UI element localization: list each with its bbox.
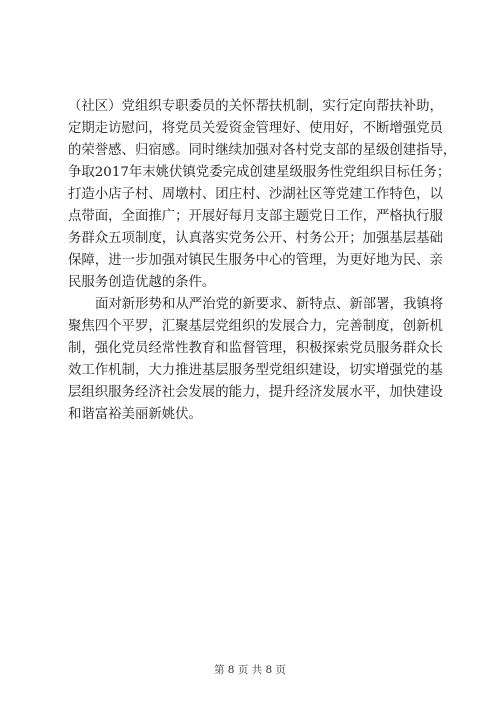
paragraph-line: 和谐富裕美丽新姚伏。: [68, 407, 202, 422]
paragraph-line: 务群众五项制度，认真落实党务公开、村务公开；加强基层基础: [68, 231, 443, 246]
paragraph-line: 民服务创造优越的条件。: [68, 275, 216, 290]
paragraph-line: 保障，进一步加强对镇民生服务中心的管理，为更好地为民、亲: [68, 253, 443, 268]
paragraph-line: 聚焦四个平罗，汇聚基层党组织的发展合力，完善制度，创新机: [68, 319, 443, 334]
paragraph-line: 的荣誉感、归宿感。同时继续加强对各村党支部的星级创建指导，: [68, 143, 457, 158]
paragraph-line: 打造小店子村、周墩村、团庄村、沙湖社区等党建工作特色，以: [68, 187, 443, 202]
paragraph-1: [68, 96, 457, 294]
paragraph-line: 定期走访慰问，将党员关爱资金管理好、使用好，不断增强党员: [68, 121, 443, 136]
paragraph-line: （社区）党组织专职委员的关怀帮扶机制，实行定向帮扶补助，: [68, 99, 443, 114]
paragraph-line: 效工作机制，大力推进基层服务型党组织建设，切实增强党的基: [68, 363, 443, 378]
paragraph-line: 层组织服务经济社会发展的能力，提升经济发展水平，加快建设: [68, 385, 443, 400]
page-number-footer: 第 8 页 共 8 页: [213, 664, 287, 676]
paragraph-2: [68, 294, 444, 426]
paragraph-line: 制，强化党员经常性教育和监督管理，积极探索党员服务群众长: [68, 341, 443, 356]
paragraph-line: 争取2017年末姚伏镇党委完成创建星级服务性党组织目标任务；: [68, 165, 451, 180]
paragraph-line: 面对新形势和从严治党的新要求、新特点、新部署，我镇将: [95, 297, 444, 312]
document-body: [68, 96, 457, 426]
paragraph-line: 点带面，全面推广；开展好每月支部主题党日工作，严格执行服: [68, 209, 443, 224]
